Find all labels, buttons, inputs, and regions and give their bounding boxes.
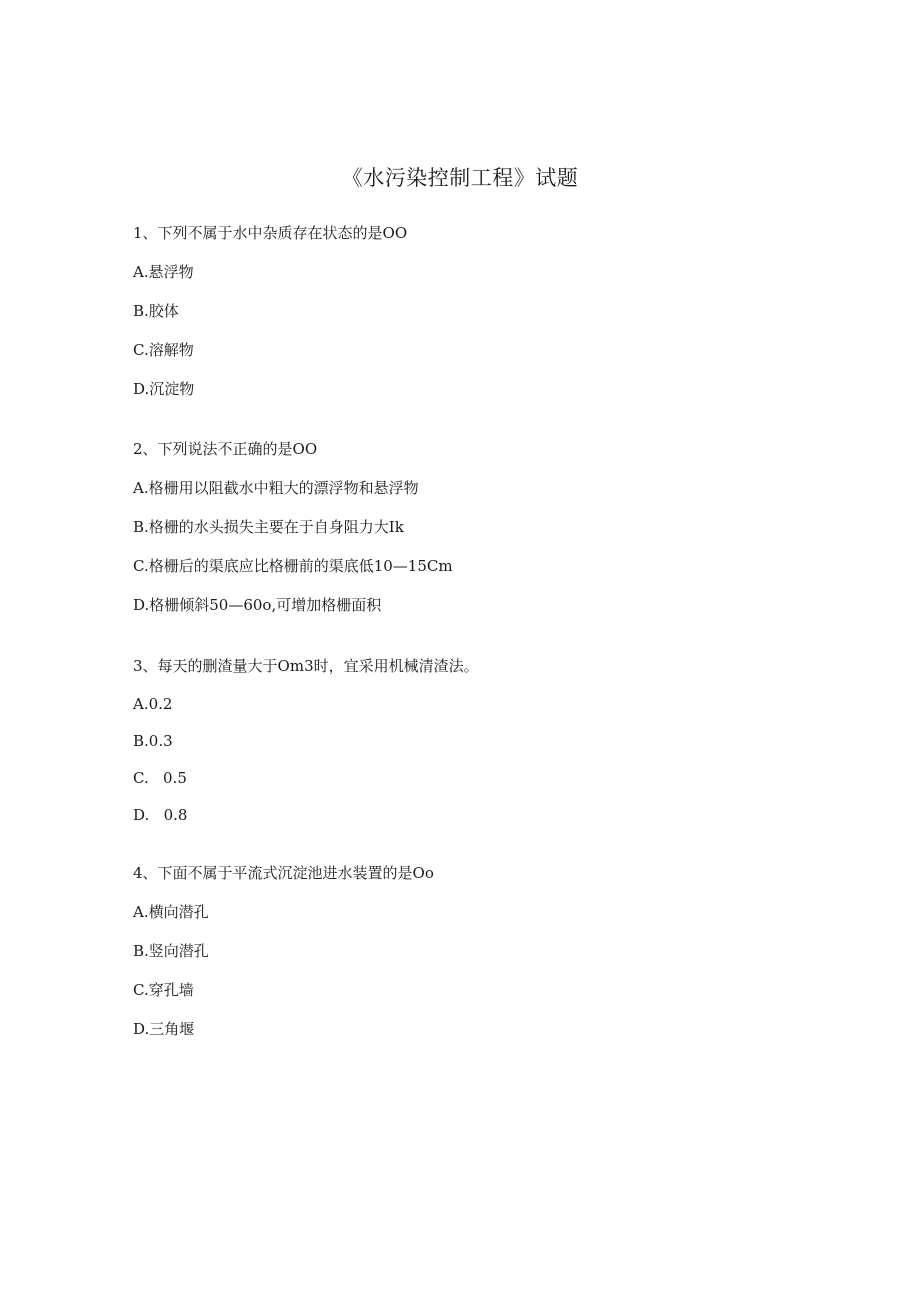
option-b: B.胶体: [133, 302, 179, 320]
question-stem: 3、每天的删渣量大于Om3时，宜采用机械清渣法。: [133, 657, 479, 675]
option-d: D.沉淀物: [133, 380, 195, 398]
question-3: [133, 656, 833, 842]
option-a: A.横向潜孔: [133, 903, 209, 921]
option-a: A.0.2: [133, 695, 173, 713]
option-c: C.格栅后的渠底应比格栅前的渠底低10—15Cm: [133, 557, 453, 575]
option-a: A.格栅用以阻截水中粗大的漂浮物和悬浮物: [133, 479, 419, 497]
option-d: D.格栅倾斜50—60o,可增加格栅面积: [133, 596, 382, 614]
option-a: A.悬浮物: [133, 263, 194, 281]
option-c: C.穿孔墙: [133, 981, 194, 999]
question-1: [133, 223, 833, 418]
option-b: B.竖向潜孔: [133, 942, 209, 960]
question-stem: 1、下列不属于水中杂质存在状态的是OO: [133, 224, 408, 242]
option-c: C.溶解物: [133, 341, 194, 359]
question-2: [133, 439, 833, 634]
option-b: B.0.3: [133, 732, 173, 750]
option-c: C. 0.5: [133, 769, 187, 787]
option-d: D. 0.8: [133, 806, 188, 824]
document-title: 《水污染控制工程》试题: [341, 166, 579, 190]
question-stem: 2、下列说法不正确的是OO: [133, 440, 318, 458]
option-b: B.格栅的水头损失主要在于自身阻力大Ik: [133, 518, 404, 536]
question-4: [133, 863, 833, 1058]
option-d: D.三角堰: [133, 1020, 195, 1038]
question-stem: 4、下面不属于平流式沉淀池进水装置的是Oo: [133, 864, 434, 882]
